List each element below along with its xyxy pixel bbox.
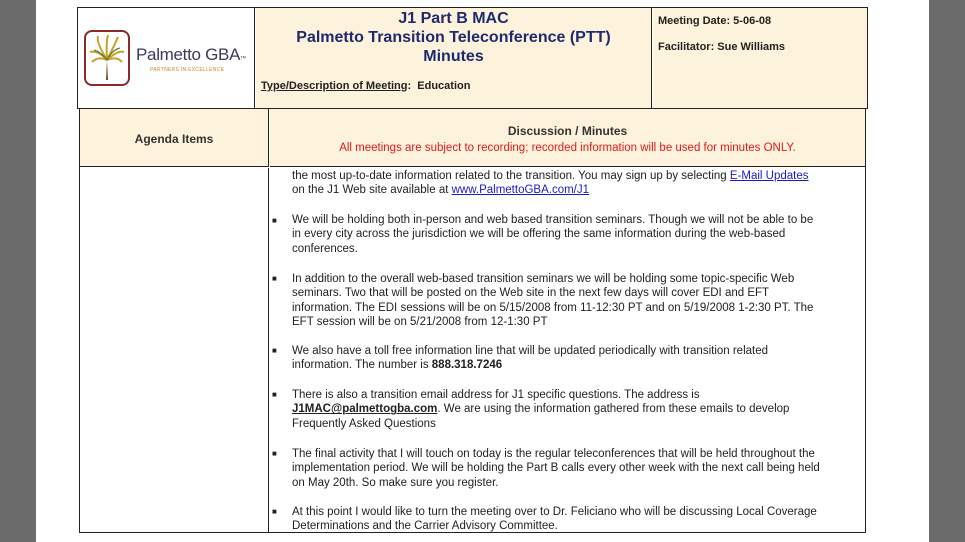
- bullet-icon: ■: [272, 449, 277, 458]
- list-item-teleconferences: [292, 447, 862, 490]
- p2-line4: EFT session will be on 5/21/2008 from 12-1:30 PT: [292, 316, 548, 329]
- p5-line1: The final activity that I will touch on today is the regular teleconferences that will be held throughout the: [292, 448, 815, 460]
- document-page: [36, 0, 929, 542]
- recording-notice: All meetings are subject to recording; recorded information will be used for minutes ONLY.: [339, 142, 796, 154]
- meeting-date: Meeting Date: 5-06-08: [658, 15, 772, 27]
- p1-line3: conferences.: [292, 242, 358, 255]
- logo-cell: [78, 8, 255, 108]
- bullet-icon: ■: [272, 216, 277, 225]
- p4-line1: There is also a transition email address for J1 specific questions. The address is: [292, 389, 700, 401]
- bullet-icon: ■: [272, 390, 277, 399]
- discussion-header: [270, 109, 865, 167]
- p2-line3: information. The EDI sessions will be on 5/15/2008 from 11-12:30 PT and on 5/19/2008 1-2:30 PT. The: [292, 301, 814, 314]
- p2-line1: In addition to the overall web-based transition seminars we will be holding some topic-specific Web: [292, 273, 795, 285]
- email-updates-link[interactable]: E-Mail Updates: [729, 170, 809, 182]
- j1mac-email-address[interactable]: J1MAC@palmettogba.com: [292, 403, 438, 416]
- paragraph-continued: [292, 169, 862, 198]
- palmetto-logo: [84, 30, 254, 86]
- facilitator: Facilitator: Sue Williams: [658, 41, 786, 53]
- toll-free-number: 888.318.7246: [431, 359, 503, 372]
- bullet-icon: ■: [272, 274, 277, 283]
- trademark-mark: ™: [240, 56, 246, 62]
- p4-line2: . We are using the information gathered from these emails to develop: [437, 403, 790, 416]
- meeting-meta-cell: [653, 8, 867, 108]
- meeting-type-value: Education: [417, 80, 471, 92]
- agenda-items-header: [80, 109, 269, 167]
- list-item-handoff: [292, 505, 862, 532]
- p5-line2: implementation period. We will be holding the Part B calls every other week with the next call being held: [292, 462, 820, 475]
- p1-line2: in every city across the jurisdiction we will be offering the same information during the web-based: [292, 228, 786, 241]
- list-item-seminars: [292, 213, 862, 256]
- para0-line2: on the J1 Web site available at: [292, 184, 452, 197]
- meeting-header-table: [77, 7, 868, 109]
- p5-line3: on May 20th. So make sure you register.: [292, 476, 499, 489]
- p4-line3: Frequently Asked Questions: [292, 417, 436, 430]
- discussion-heading: Discussion / Minutes: [507, 124, 628, 138]
- minutes-table: [79, 108, 866, 533]
- para0-line1: the most up-to-date information related to the transition. You may sign up by selecting: [292, 170, 730, 182]
- agenda-items-column: [80, 168, 269, 532]
- title-line-2: Palmetto Transition Teleconference (PTT): [296, 29, 611, 46]
- list-item-toll-free: [292, 344, 862, 373]
- meeting-type-line: Type/Description of Meeting: Education: [261, 80, 471, 92]
- palmetto-tree-icon: [84, 30, 130, 86]
- meeting-title-cell: [256, 8, 652, 108]
- agenda-items-heading: Agenda Items: [134, 132, 214, 146]
- p2-line2: seminars. Two that will be posted on the Web site in the next few days will cover EDI and EFT: [292, 287, 770, 300]
- p3-line2: information. The number is: [292, 359, 432, 372]
- title-line-1: J1 Part B MAC: [398, 10, 509, 27]
- p1-line1: We will be holding both in-person and web based transition seminars. Though we will not be able to be: [292, 214, 814, 226]
- palmetto-j1-link[interactable]: www.PalmettoGBA.com/J1: [451, 184, 590, 197]
- title-line-3: Minutes: [423, 48, 484, 65]
- p3-line1: We also have a toll free information line that will be updated periodically with transition related: [292, 345, 769, 357]
- discussion-body: [270, 168, 865, 532]
- list-item-email-address: [292, 388, 862, 431]
- meeting-type-label: Type/Description of Meeting: [261, 80, 408, 92]
- bullet-icon: ■: [272, 346, 277, 355]
- bullet-icon: ■: [272, 507, 277, 516]
- p6-line2: Determinations and the Carrier Advisory Committee.: [292, 520, 558, 532]
- logo-wordmark: Palmetto GBA™: [136, 45, 246, 64]
- logo-tagline: PARTNERS IN EXCELLENCE: [150, 67, 225, 73]
- p6-line1: At this point I would like to turn the meeting over to Dr. Feliciano who will be discussing Local Coverage: [292, 506, 817, 518]
- list-item-web-seminars: [292, 272, 862, 330]
